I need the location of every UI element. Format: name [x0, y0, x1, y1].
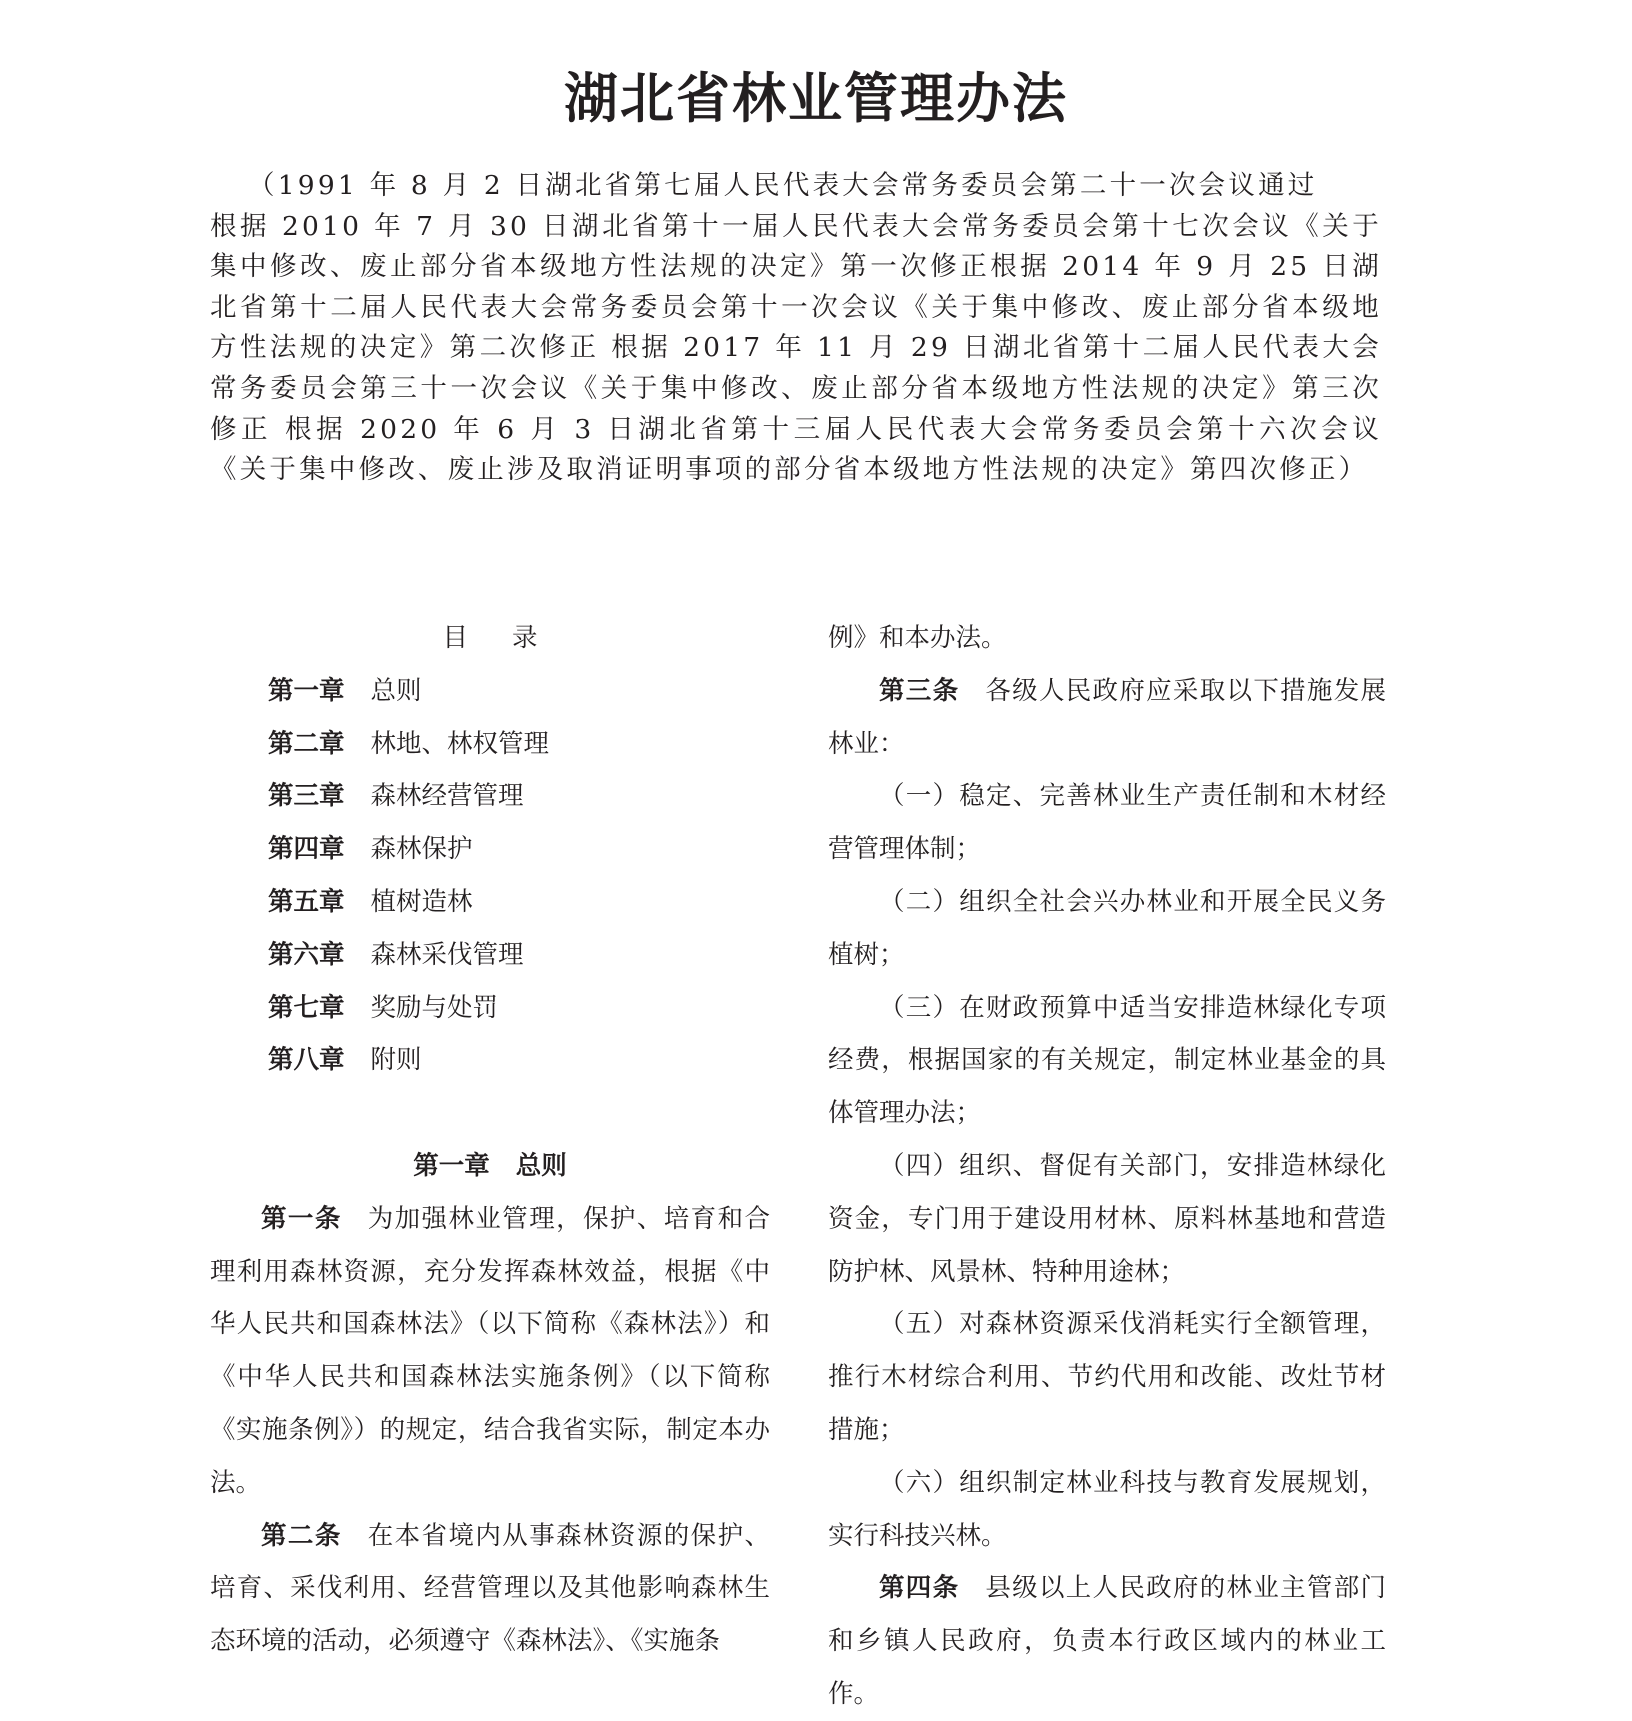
toc-chapter-name: 森林保护: [370, 834, 473, 865]
document-title: 湖北省林业管理办法: [564, 66, 1068, 130]
article-text: 县级以上人民政府的林业主管部门和乡镇人民政府，负责本行政区域内的林业工作。: [828, 1573, 1386, 1709]
article-4: [828, 1562, 1386, 1720]
preamble-rest: 根据 2010 年 7 月 30 日湖北省第十一届人民代表大会常务委员会第十七次会议《关于集中修改、废止部分省本级地方性法规的决定》第一次修正根据 2014 年 9 月 25 日湖北省第十二届人民代表大会常务委员会第十一次会议《关于集中修改、废止部分省本级地方性法规的决定》第二次修正 根据 2017 年 11 月 29 日湖北省第十二届人民代表大会常务委员会第三十一次会议《关于集中修改、废止部分省本级地方性法规的决定》第三次修正 根据 2020 年 6 月 3 日湖北省第十三届人民代表大会常务委员会第十六次会议《关于集中修改、废止涉及取消证明事项的部分省本级地方性法规的决定》第四次修正）: [210, 210, 1382, 486]
toc-item-5[interactable]: [210, 876, 770, 929]
toc-chapter-number: 第八章: [268, 1045, 345, 1076]
article-3-item-4: （四）组织、督促有关部门，安排造林绿化资金，专门用于建设用材林、原料林基地和营造防护林、风景林、特种用途林；: [828, 1150, 1386, 1287]
toc-chapter-name: 附则: [370, 1045, 422, 1076]
chapter-name: 总则: [515, 1150, 567, 1181]
toc-chapter-name: 林地、林权管理: [370, 728, 550, 759]
article-text: 在本省境内从事森林资源的保护、培育、采伐利用、经营管理以及其他影响森林生态环境的活动，必须遵守《森林法》、《实施条: [210, 1520, 770, 1657]
article-3-item-6: （六）组织制定林业科技与教育发展规划，实行科技兴林。: [828, 1467, 1386, 1551]
toc-item-6[interactable]: [210, 929, 770, 982]
article-label: 第三条: [879, 675, 960, 706]
toc-chapter-number: 第一章: [268, 675, 345, 706]
chapter-number: 第一章: [413, 1150, 490, 1181]
article-label: 第四条: [879, 1573, 960, 1604]
chapter-heading: [210, 1140, 770, 1193]
toc-chapter-name: 植树造林: [370, 886, 473, 917]
preamble: [210, 166, 1382, 491]
toc-chapter-name: 森林经营管理: [370, 781, 524, 812]
toc-item-7[interactable]: [210, 982, 770, 1035]
article-3: [828, 665, 1386, 771]
article-2-continuation: 例》和本办法。: [828, 623, 1007, 653]
toc-item-4[interactable]: [210, 823, 770, 876]
toc-chapter-number: 第三章: [268, 781, 345, 812]
left-column: [210, 612, 770, 1668]
toc-chapter-number: 第四章: [268, 834, 345, 865]
toc-heading: 目录: [442, 623, 582, 653]
article-3-item-1: （一）稳定、完善林业生产责任制和木材经营管理体制；: [828, 781, 1386, 865]
article-2: [210, 1510, 770, 1668]
spacer: [210, 1087, 770, 1140]
toc-item-2[interactable]: [210, 718, 770, 771]
article-label: 第二条: [261, 1520, 342, 1551]
toc-chapter-name: 总则: [370, 675, 422, 706]
toc-chapter-number: 第七章: [268, 992, 345, 1023]
article-3-item-5: （五）对森林资源采伐消耗实行全额管理，推行木材综合利用、节约代用和改能、改灶节材措施；: [828, 1309, 1386, 1445]
toc-chapter-name: 奖励与处罚: [370, 992, 499, 1023]
preamble-line-1: （1991 年 8 月 2 日湖北省第七届人民代表大会常务委员会第二十一次会议通过: [248, 170, 1318, 201]
article-3-item-2: （二）组织全社会兴办林业和开展全民义务植树；: [828, 886, 1386, 970]
toc-chapter-number: 第二章: [268, 728, 345, 759]
article-text: 各级人民政府应采取以下措施发展林业：: [828, 675, 1386, 759]
article-label: 第一条: [261, 1203, 342, 1234]
article-3-item-3: （三）在财政预算中适当安排造林绿化专项经费，根据国家的有关规定，制定林业基金的具体管理办法；: [828, 992, 1386, 1129]
right-column: [828, 612, 1386, 1721]
article-text: 为加强林业管理，保护、培育和合理利用森林资源，充分发挥森林效益，根据《中华人民共和国森林法》（以下简称《森林法》）和《中华人民共和国森林法实施条例》（以下简称《实施条例》）的规定，结合我省实际，制定本办法。: [210, 1203, 770, 1498]
toc-chapter-number: 第六章: [268, 939, 345, 970]
toc-item-3[interactable]: [210, 770, 770, 823]
article-1: [210, 1193, 770, 1510]
toc-item-8[interactable]: [210, 1034, 770, 1087]
toc-item-1[interactable]: [210, 665, 770, 718]
toc-chapter-number: 第五章: [268, 886, 345, 917]
toc-chapter-name: 森林采伐管理: [370, 939, 524, 970]
